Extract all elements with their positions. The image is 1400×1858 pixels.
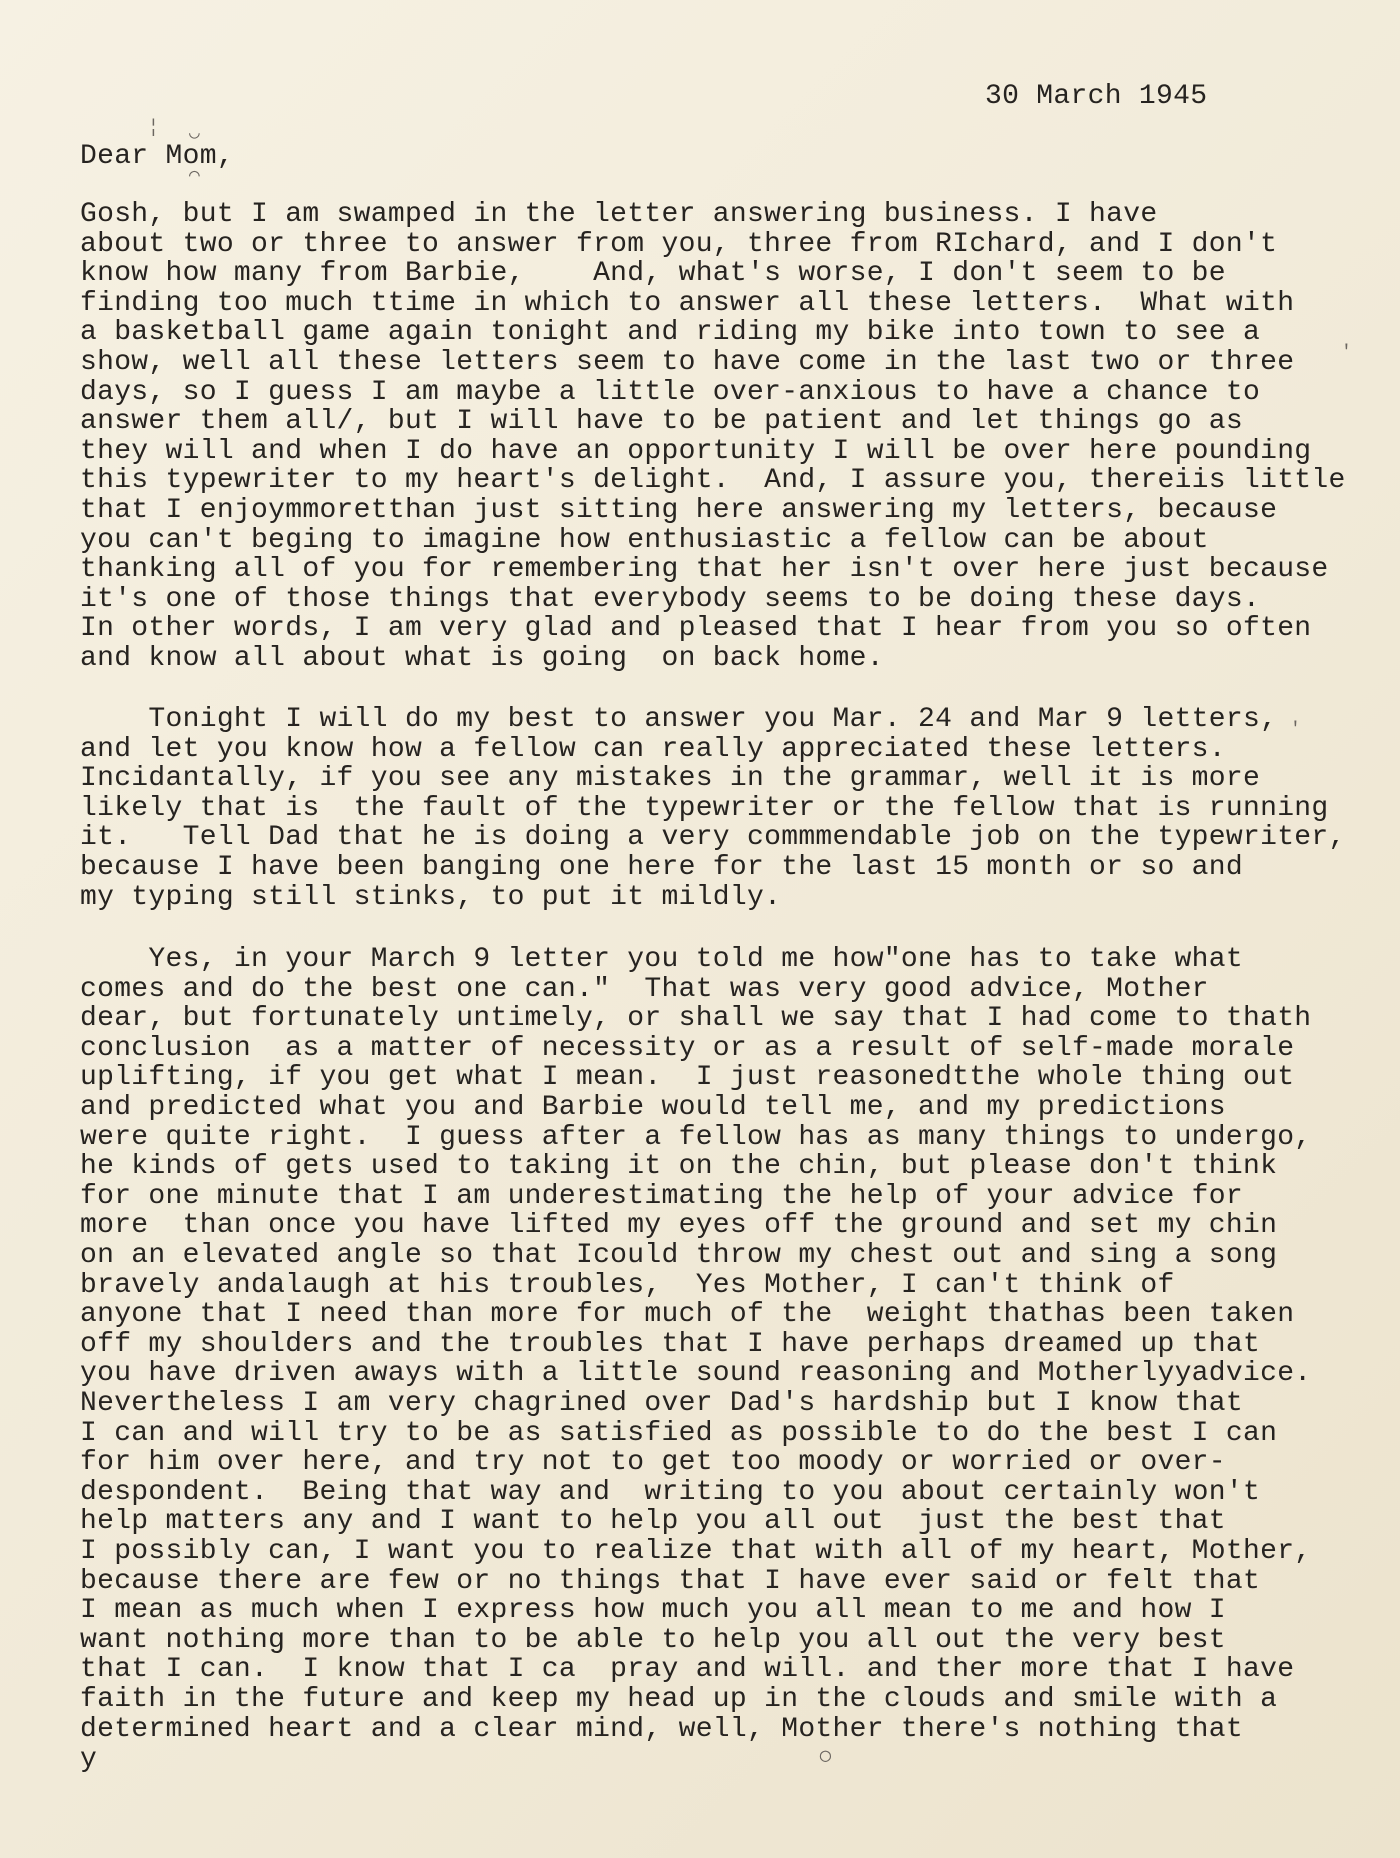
letter-line: determined heart and a clear mind, well, Mother there's nothing that <box>80 1713 1243 1745</box>
letter-line: finding too much ttime in which to answer all these letters. What with <box>80 287 1295 319</box>
letter-line: bravely andalaugh at his troubles, Yes Mother, I can't think of <box>80 1269 1175 1301</box>
letter-line: uplifting, if you get what I mean. I just reasonedtthe whole thing out <box>80 1062 1295 1094</box>
letter-line: In other words, I am very glad and pleased that I hear from you so often <box>80 613 1312 645</box>
ink-mark: ¦ <box>148 118 159 138</box>
letter-line: Yes, in your March 9 letter you told me how"one has to take what <box>80 944 1243 975</box>
letter-line: off my shoulders and the troubles that I have perhaps dreamed up that <box>80 1328 1261 1360</box>
letter-line: they will and when I do have an opportunity I will be over here pounding <box>80 435 1312 467</box>
letter-line: days, so I guess I am maybe a little over-anxious to have a chance to <box>80 376 1261 408</box>
letter-line: want nothing more than to be able to help you all out the very best <box>80 1624 1226 1656</box>
letter-line: dear, but fortunately untimely, or shall we say that I had come to thath <box>80 1003 1312 1035</box>
letter-line: I possibly can, I want you to realize that with all of my heart, Mother, <box>80 1536 1312 1567</box>
letter-line: answer them all/, but I will have to be patient and let things go as <box>80 406 1243 438</box>
ink-mark: ◡ <box>189 124 200 144</box>
letter-line: about two or three to answer from you, three from RIchard, and I don't <box>80 228 1278 260</box>
ink-mark: ′ <box>1290 720 1301 740</box>
letter-line: conclusion as a matter of necessity or as a result of self-made morale <box>80 1032 1295 1064</box>
letter-line: you have driven aways with a little sound reasoning and Motherlyyadvice. <box>80 1358 1312 1390</box>
ink-mark: ◯ <box>820 1747 831 1767</box>
letter-line: more than once you have lifted my eyes off the ground and set my chin <box>80 1210 1278 1242</box>
letter-line: because I have been banging one here for the last 15 month or so and <box>80 852 1243 883</box>
letter-date: 30 March 1945 <box>985 81 1208 112</box>
letter-line: thanking all of you for remembering that her isn't over here just because <box>80 554 1329 586</box>
letter-line: were quite right. I guess after a fellow has as many things to undergo, <box>80 1121 1312 1153</box>
letter-line: show, well all these letters seem to have come in the last two or three <box>80 347 1295 378</box>
letter-line: he kinds of gets used to taking it on the chin, but please don't think <box>80 1151 1278 1183</box>
letter-line: it's one of those things that everybody seems to be doing these days. <box>80 583 1261 615</box>
letter-line: that I can. I know that I ca pray and will. and ther more that I have <box>80 1654 1295 1686</box>
letter-line: and predicted what you and Barbie would tell me, and my predictions <box>80 1092 1226 1123</box>
letter-line: this typewriter to my heart's delight. And, I assure you, thereiis little <box>80 465 1346 497</box>
letter-line: and know all about what is going on back home. <box>80 643 884 674</box>
letter-line: Gosh, but I am swamped in the letter answering business. I have <box>80 199 1158 230</box>
letter-line: help matters any and I want to help you all out just the best that <box>80 1506 1226 1538</box>
letter-line: anyone that I need than more for much of the weight thathas been taken <box>80 1299 1295 1331</box>
letter-line: despondent. Being that way and writing to you about certainly won't <box>80 1476 1261 1508</box>
letter-line: and let you know how a fellow can really appreciated these letters. <box>80 733 1226 765</box>
letter-line: comes and do the best one can." That was very good advice, Mother <box>80 973 1209 1005</box>
letter-line: on an elevated angle so that Icould throw my chest out and sing a song <box>80 1240 1278 1271</box>
page-footer-mark: y <box>80 1744 98 1775</box>
letter-line: Tonight I will do my best to answer you Mar. 24 and Mar 9 letters, <box>80 704 1278 735</box>
ink-mark: ′ <box>1341 343 1352 363</box>
letter-line: I mean as much when I express how much you all mean to me and how I <box>80 1595 1226 1627</box>
letter-line: it. Tell Dad that he is doing a very commmendable job on the typewriter, <box>80 822 1346 854</box>
letter-line: that I enjoymmoretthan just sitting here answering my letters, because <box>80 495 1278 526</box>
letter-line: you can't beging to imagine how enthusiastic a fellow can be about <box>80 524 1209 556</box>
letter-line: likely that is the fault of the typewriter or the fellow that is running <box>80 792 1329 824</box>
letter-line: for him over here, and try not to get too moody or worried or over- <box>80 1447 1226 1479</box>
letter-line: because there are few or no things that I have ever said or felt that <box>80 1565 1261 1597</box>
letter-salutation: Dear Mom, <box>80 141 234 172</box>
ink-mark: ◠ <box>189 167 200 187</box>
letter-line: faith in the future and keep my head up in the clouds and smile with a <box>80 1684 1278 1715</box>
letter-line: Nevertheless I am very chagrined over Dad's hardship but I know that <box>80 1388 1243 1419</box>
letter-line: know how many from Barbie, And, what's worse, I don't seem to be <box>80 258 1226 290</box>
letter-line: a basketball game again tonight and riding my bike into town to see a <box>80 317 1261 349</box>
letter-line: my typing still stinks, to put it mildly. <box>80 881 782 913</box>
letter-line: I can and will try to be as satisfied as possible to do the best I can <box>80 1417 1278 1449</box>
letter-line: for one minute that I am underestimating the help of your advice for <box>80 1180 1243 1212</box>
letter-line: Incidantally, if you see any mistakes in the grammar, well it is more <box>80 763 1261 795</box>
